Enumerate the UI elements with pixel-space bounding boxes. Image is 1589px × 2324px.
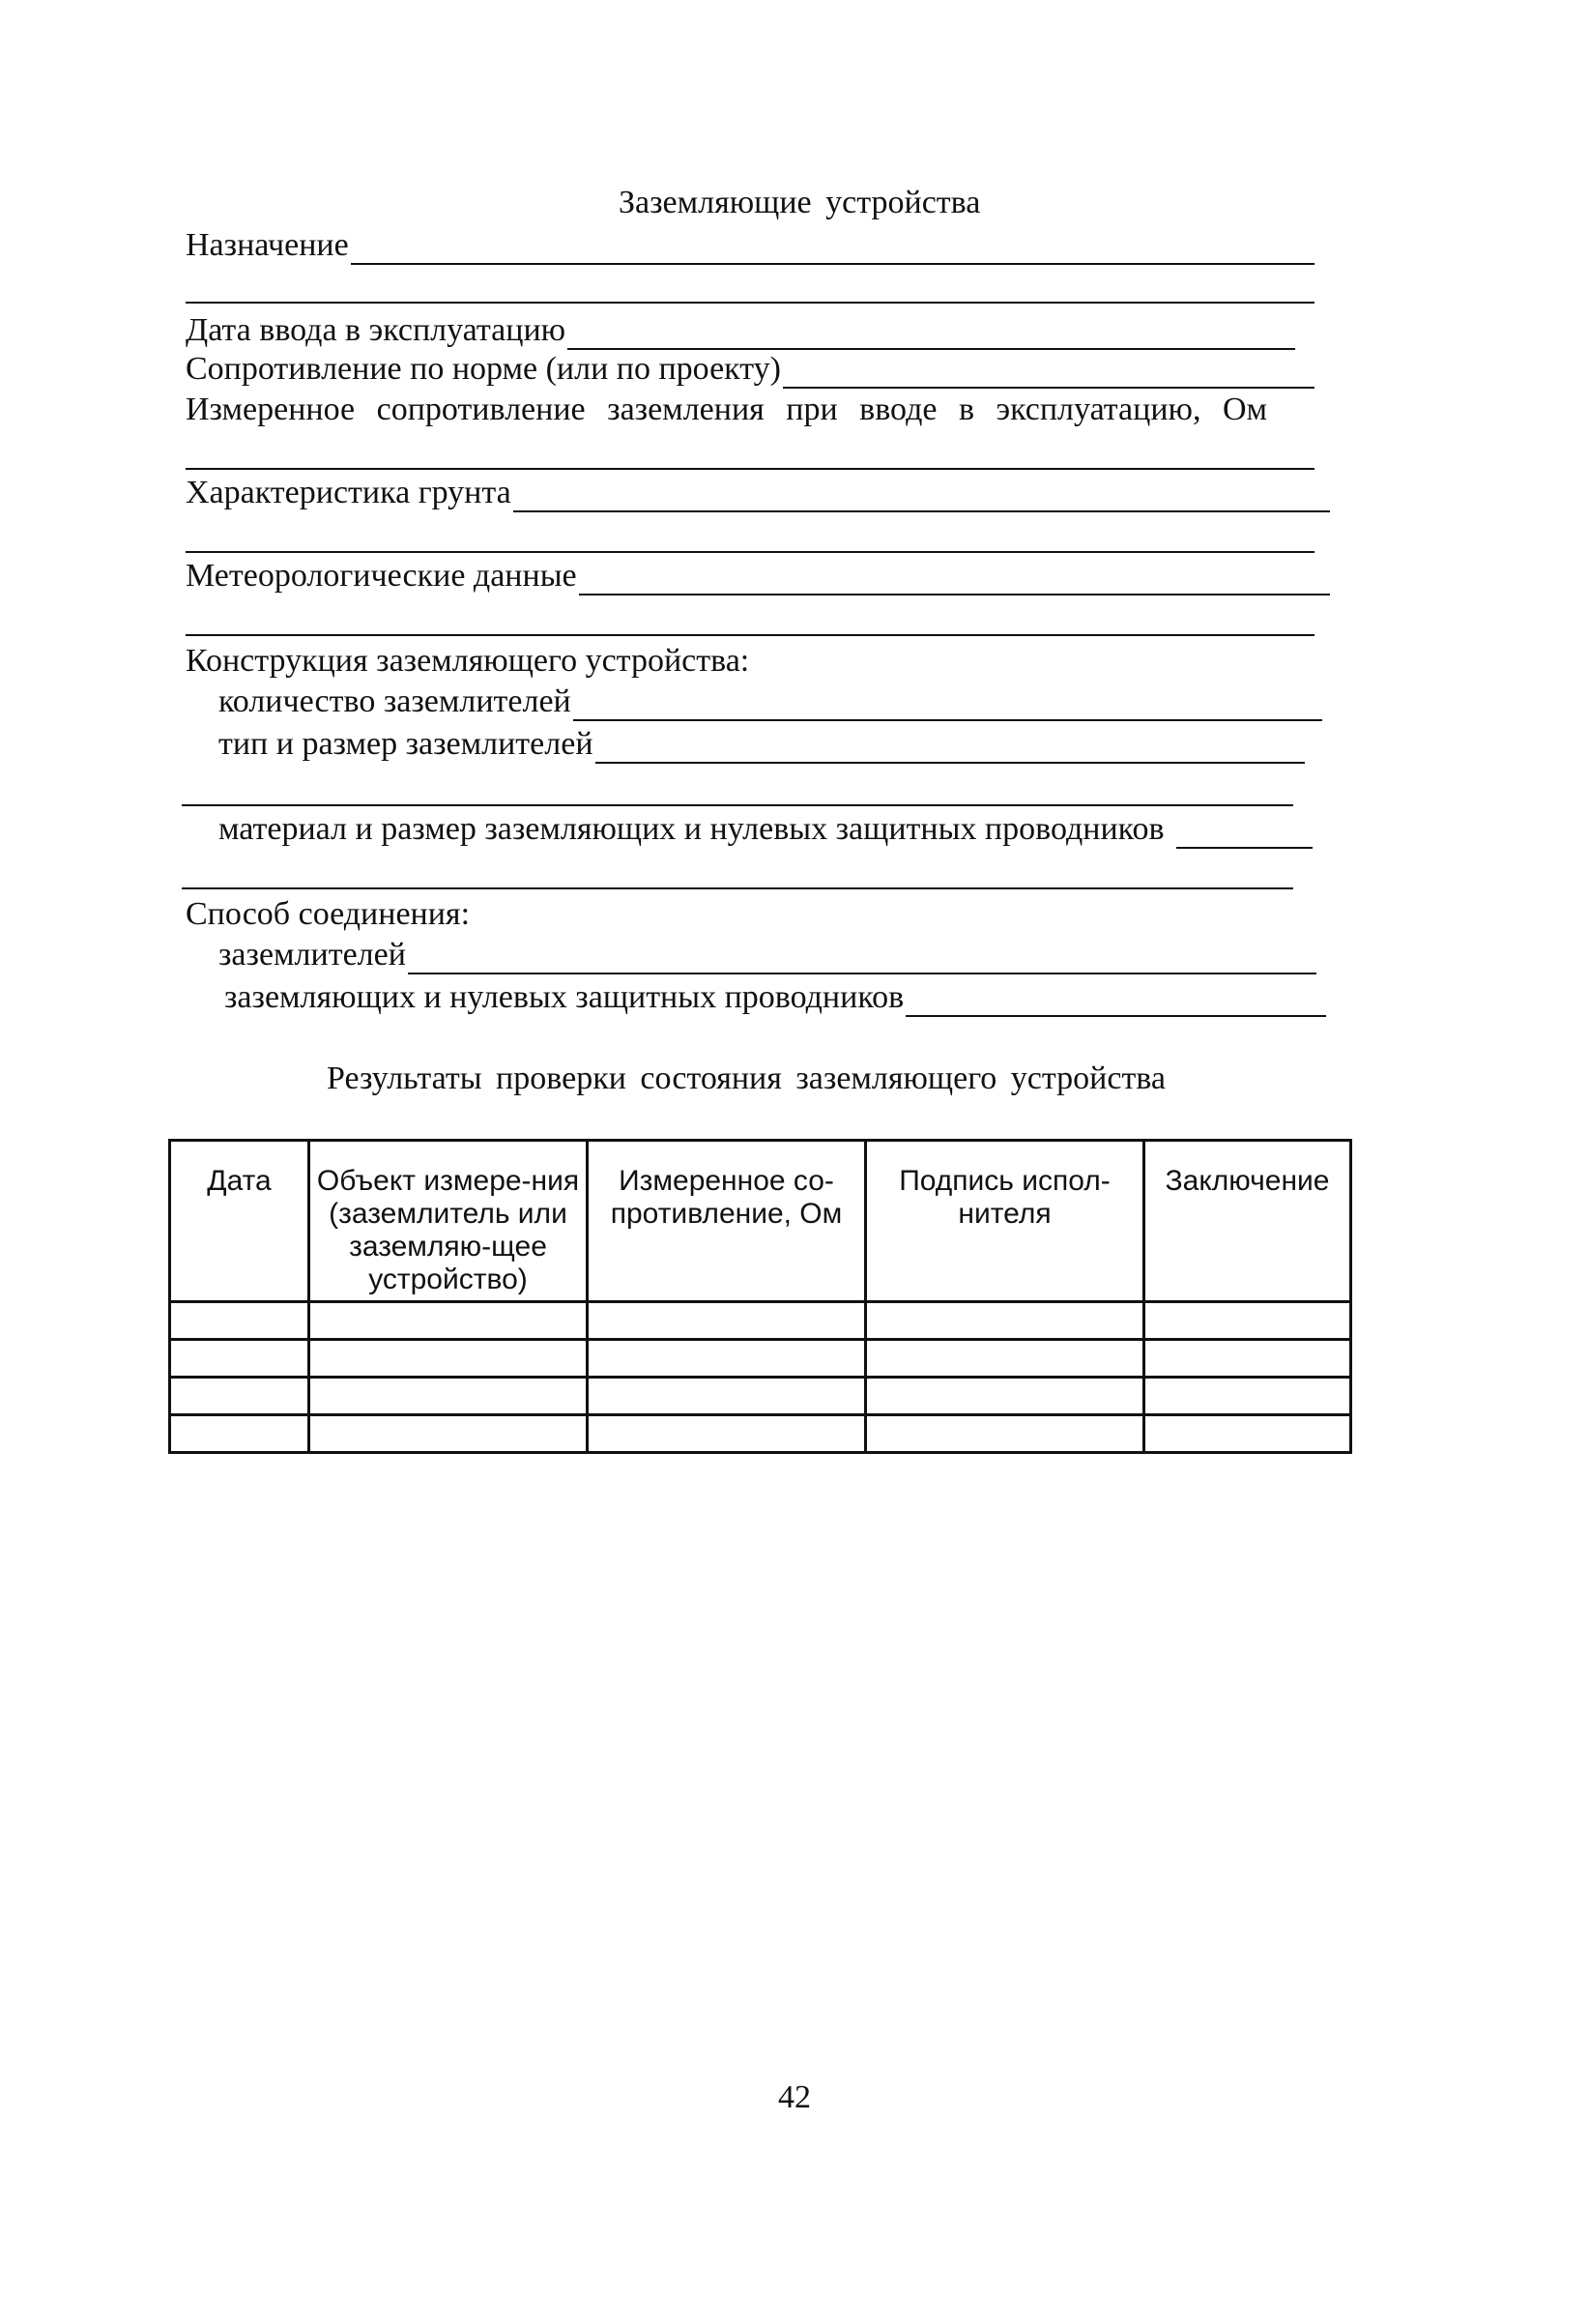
electrode-type-blank-2[interactable]	[182, 804, 1293, 806]
connection-heading: Способ соединения:	[186, 896, 471, 932]
electrode-type-label: тип и размер заземлителей	[218, 726, 593, 762]
table-cell[interactable]	[1144, 1415, 1351, 1453]
table-cell[interactable]	[588, 1378, 866, 1415]
table-row	[170, 1302, 1351, 1340]
electrode-count-blank[interactable]	[573, 688, 1322, 721]
col-object-header: Объект измере-ния (заземлитель или заземляю-щее устройство)	[309, 1141, 588, 1302]
conductor-material-blank[interactable]	[1176, 816, 1314, 849]
results-table	[168, 1139, 1352, 1454]
meteo-blank[interactable]	[579, 563, 1330, 596]
table-cell[interactable]	[588, 1340, 866, 1378]
table-cell[interactable]	[588, 1302, 866, 1340]
electrode-count-field	[218, 683, 1322, 721]
table-cell[interactable]	[170, 1340, 309, 1378]
table-cell[interactable]	[309, 1378, 588, 1415]
table-cell[interactable]	[866, 1340, 1144, 1378]
table-cell[interactable]	[170, 1415, 309, 1453]
design-heading: Конструкция заземляющего устройства:	[186, 643, 750, 679]
commission-date-label: Дата ввода в эксплуатацию	[186, 312, 566, 348]
col-resistance-header: Измеренное со-противление, Ом	[588, 1141, 866, 1302]
norm-resistance-field	[186, 350, 1315, 389]
results-header-row	[170, 1141, 1351, 1302]
col-signature-header: Подпись испол-нителя	[866, 1141, 1144, 1302]
meteo-blank-2[interactable]	[186, 634, 1315, 636]
table-cell[interactable]	[309, 1302, 588, 1340]
connection-electrodes-label: заземлителей	[218, 937, 406, 973]
connection-electrodes-field	[218, 936, 1316, 974]
table-cell[interactable]	[170, 1302, 309, 1340]
conductor-material-field	[218, 810, 1313, 849]
measured-resistance-blank[interactable]	[186, 468, 1315, 470]
connection-electrodes-blank[interactable]	[408, 942, 1316, 974]
connection-conductors-field	[224, 978, 1326, 1017]
norm-resistance-label: Сопротивление по норме (или по проекту)	[186, 351, 781, 387]
norm-resistance-blank[interactable]	[783, 356, 1315, 389]
purpose-field	[186, 226, 1315, 265]
col-date-header: Дата	[170, 1141, 309, 1302]
table-row	[170, 1340, 1351, 1378]
table-cell[interactable]	[866, 1415, 1144, 1453]
table-cell[interactable]	[866, 1302, 1144, 1340]
electrode-count-label: количество заземлителей	[218, 683, 571, 719]
conductor-material-label: материал и размер заземляющих и нулевых защитных проводников	[218, 811, 1165, 847]
connection-conductors-label: заземляющих и нулевых защитных проводников	[224, 979, 905, 1015]
meteo-field	[186, 557, 1330, 596]
soil-blank-2[interactable]	[186, 551, 1315, 553]
table-cell[interactable]	[309, 1415, 588, 1453]
table-cell[interactable]	[1144, 1378, 1351, 1415]
commission-date-field	[186, 311, 1295, 350]
soil-field	[186, 474, 1330, 512]
electrode-type-field	[218, 725, 1305, 764]
connection-conductors-blank[interactable]	[906, 984, 1326, 1017]
soil-blank[interactable]	[513, 479, 1330, 512]
commission-date-blank[interactable]	[567, 317, 1295, 350]
meteo-label: Метеорологические данные	[186, 558, 577, 594]
table-cell[interactable]	[309, 1340, 588, 1378]
conductor-material-blank-2[interactable]	[182, 887, 1293, 889]
table-cell[interactable]	[1144, 1302, 1351, 1340]
page-number: 42	[778, 2079, 811, 2115]
table-cell[interactable]	[170, 1378, 309, 1415]
table-cell[interactable]	[866, 1378, 1144, 1415]
purpose-blank-2[interactable]	[186, 302, 1315, 304]
table-row	[170, 1378, 1351, 1415]
results-table-wrap	[168, 1139, 1349, 1454]
electrode-type-blank[interactable]	[595, 731, 1305, 764]
table-cell[interactable]	[588, 1415, 866, 1453]
col-conclusion-header: Заключение	[1144, 1141, 1351, 1302]
purpose-blank[interactable]	[351, 232, 1315, 265]
measured-resistance-label: Измеренное сопротивление заземления при вводе в эксплуатацию, Ом	[186, 392, 1268, 427]
results-title: Результаты проверки состояния заземляющего устройства	[327, 1060, 1167, 1096]
soil-label: Характеристика грунта	[186, 475, 511, 510]
form-title: Заземляющие устройства	[619, 185, 981, 220]
table-cell[interactable]	[1144, 1340, 1351, 1378]
table-row	[170, 1415, 1351, 1453]
purpose-label: Назначение	[186, 227, 349, 263]
